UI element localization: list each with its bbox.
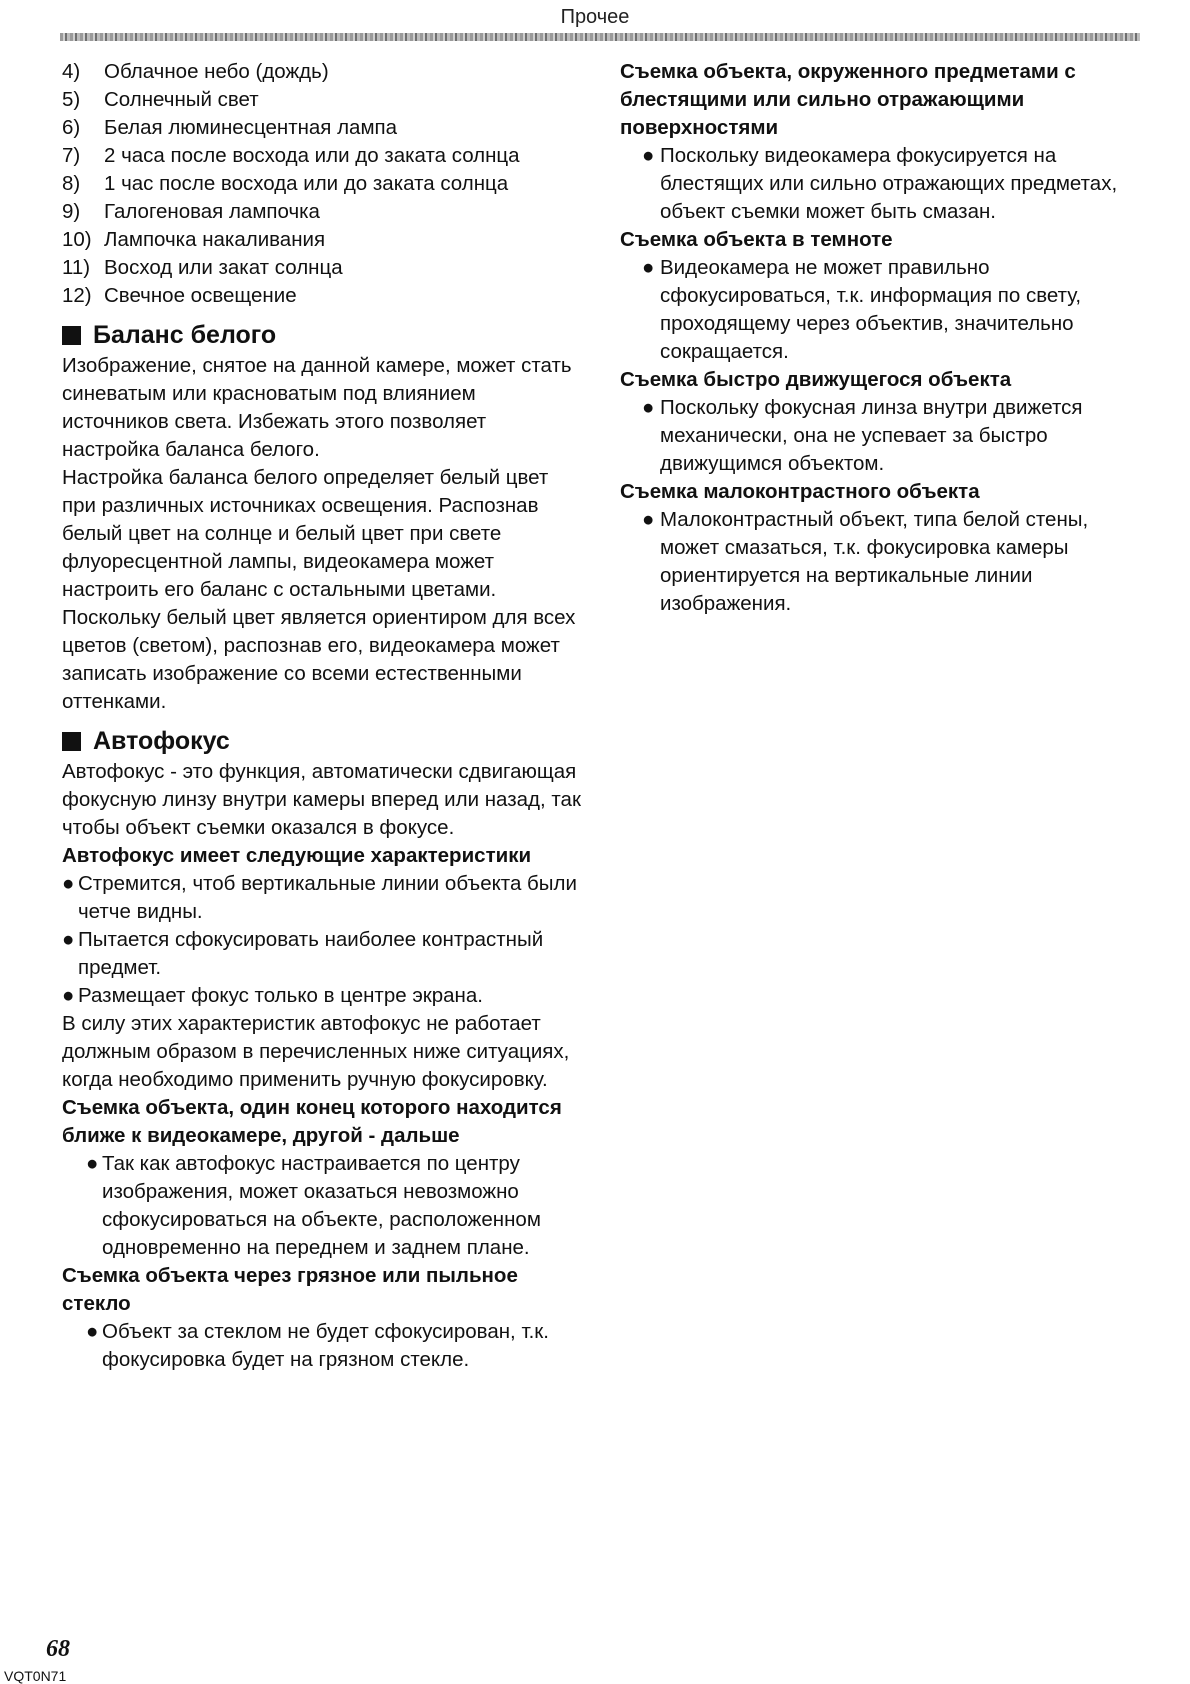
case-list [62, 1318, 582, 1374]
right-column [620, 58, 1140, 618]
list-item: 9) Галогеновая лампочка [62, 200, 320, 223]
list-item: ● Стремится, чтоб вертикальные линии объекта были четче видны. [62, 872, 577, 923]
bullet-icon: ● [86, 1152, 99, 1175]
bullet-icon: ● [62, 872, 75, 895]
list-item: ● Поскольку видеокамера фокусируется на блестящих или сильно отражающих предметах, объект съемки может быть смазан. [642, 144, 1118, 223]
paragraph: В силу этих характеристик автофокус не работает должным образом в перечисленных ниже ситуациях, когда необходимо применить ручную фокусировку. [62, 1012, 570, 1091]
list-item: 8) 1 час после восхода или до заката солнца [62, 172, 509, 195]
case-list [620, 394, 1140, 478]
list-item: ● Так как автофокус настраивается по центру изображения, может оказаться невозможно сфокусироваться на объекте, расположенном одновременно на переднем и заднем плане. [86, 1152, 541, 1259]
subheading: Съемка малоконтрастного объекта [620, 480, 980, 503]
subheading: Съемка объекта, окруженного предметами с блестящими или сильно отражающими поверхностями [620, 60, 1076, 139]
subheading: Съемка объекта, один конец которого находится ближе к видеокамере, другой - дальше [62, 1096, 562, 1147]
subheading: Съемка быстро движущегося объекта [620, 368, 1012, 391]
list-item: 5) Солнечный свет [62, 88, 259, 111]
list-item: ● Поскольку фокусная линза внутри движется механически, она не успевает за быстро движущимся объектом. [642, 396, 1083, 475]
page-section-title: Прочее [560, 6, 630, 28]
bullet-icon: ● [62, 928, 75, 951]
square-bullet-icon [62, 732, 81, 751]
list-item: ● Малоконтрастный объект, типа белой стены, может смазаться, т.к. фокусировка камеры ориентируется на вертикальные линии изображения. [642, 508, 1089, 615]
feature-list [62, 870, 582, 1010]
case-list [620, 506, 1140, 618]
page-number: 68 [46, 1636, 70, 1662]
bullet-icon: ● [642, 396, 655, 419]
white-balance-heading: Баланс белого [62, 320, 582, 350]
list-item: 7) 2 часа после восхода или до заката солнца [62, 144, 520, 167]
list-item: ● Размещает фокус только в центре экрана. [62, 982, 582, 1010]
list-item: ● Видеокамера не может правильно сфокусироваться, т.к. информация по свету, проходящему через объектив, значительно сокращается. [642, 256, 1082, 363]
list-item: 6) Белая люминесцентная лампа [62, 116, 398, 139]
list-item: 10) Лампочка накаливания [62, 228, 326, 251]
bullet-icon: ● [642, 144, 655, 167]
header-divider [60, 33, 1140, 41]
document-code: VQT0N71 [4, 1668, 67, 1684]
list-item: 12) Свечное освещение [62, 284, 297, 307]
bullet-icon: ● [642, 256, 655, 279]
paragraph: Изображение, снятое на данной камере, может стать синеватым или красноватым под влиянием источников света. Избежать этого позволяет настройка баланса белого. [62, 354, 572, 461]
subheading: Съемка объекта через грязное или пыльное стекло [62, 1264, 518, 1315]
case-list [620, 142, 1140, 226]
list-item: ● Объект за стеклом не будет сфокусирован, т.к. фокусировка будет на грязном стекле. [86, 1320, 549, 1371]
subheading: Съемка объекта в темноте [620, 228, 893, 251]
square-bullet-icon [62, 326, 81, 345]
bullet-icon: ● [642, 508, 655, 531]
paragraph: Поскольку белый цвет является ориентиром для всех цветов (светом), распознав его, видеокамера может записать изображение со всеми естественными оттенками. [62, 606, 576, 713]
subheading: Автофокус имеет следующие характеристики [62, 844, 532, 867]
light-source-list [62, 58, 582, 310]
bullet-icon: ● [86, 1320, 99, 1343]
case-list [62, 1150, 582, 1262]
autofocus-heading: Автофокус [62, 726, 582, 756]
paragraph: Настройка баланса белого определяет белый цвет при различных источниках освещения. Распознав белый цвет на солнце и белый цвет при свете флуоресцентной лампы, видеокамера может настроить его баланс с остальными цветами. [62, 466, 549, 601]
list-item: ● Пытается сфокусировать наиболее контрастный предмет. [62, 928, 544, 979]
paragraph: Автофокус - это функция, автоматически сдвигающая фокусную линзу внутри камеры вперед или назад, так чтобы объект съемки оказался в фокусе. [62, 760, 581, 839]
bullet-icon: ● [62, 984, 75, 1007]
list-item: 4) Облачное небо (дождь) [62, 60, 329, 83]
case-list [620, 254, 1140, 366]
left-column [62, 58, 582, 1374]
list-item: 11) Восход или закат солнца [62, 256, 343, 279]
